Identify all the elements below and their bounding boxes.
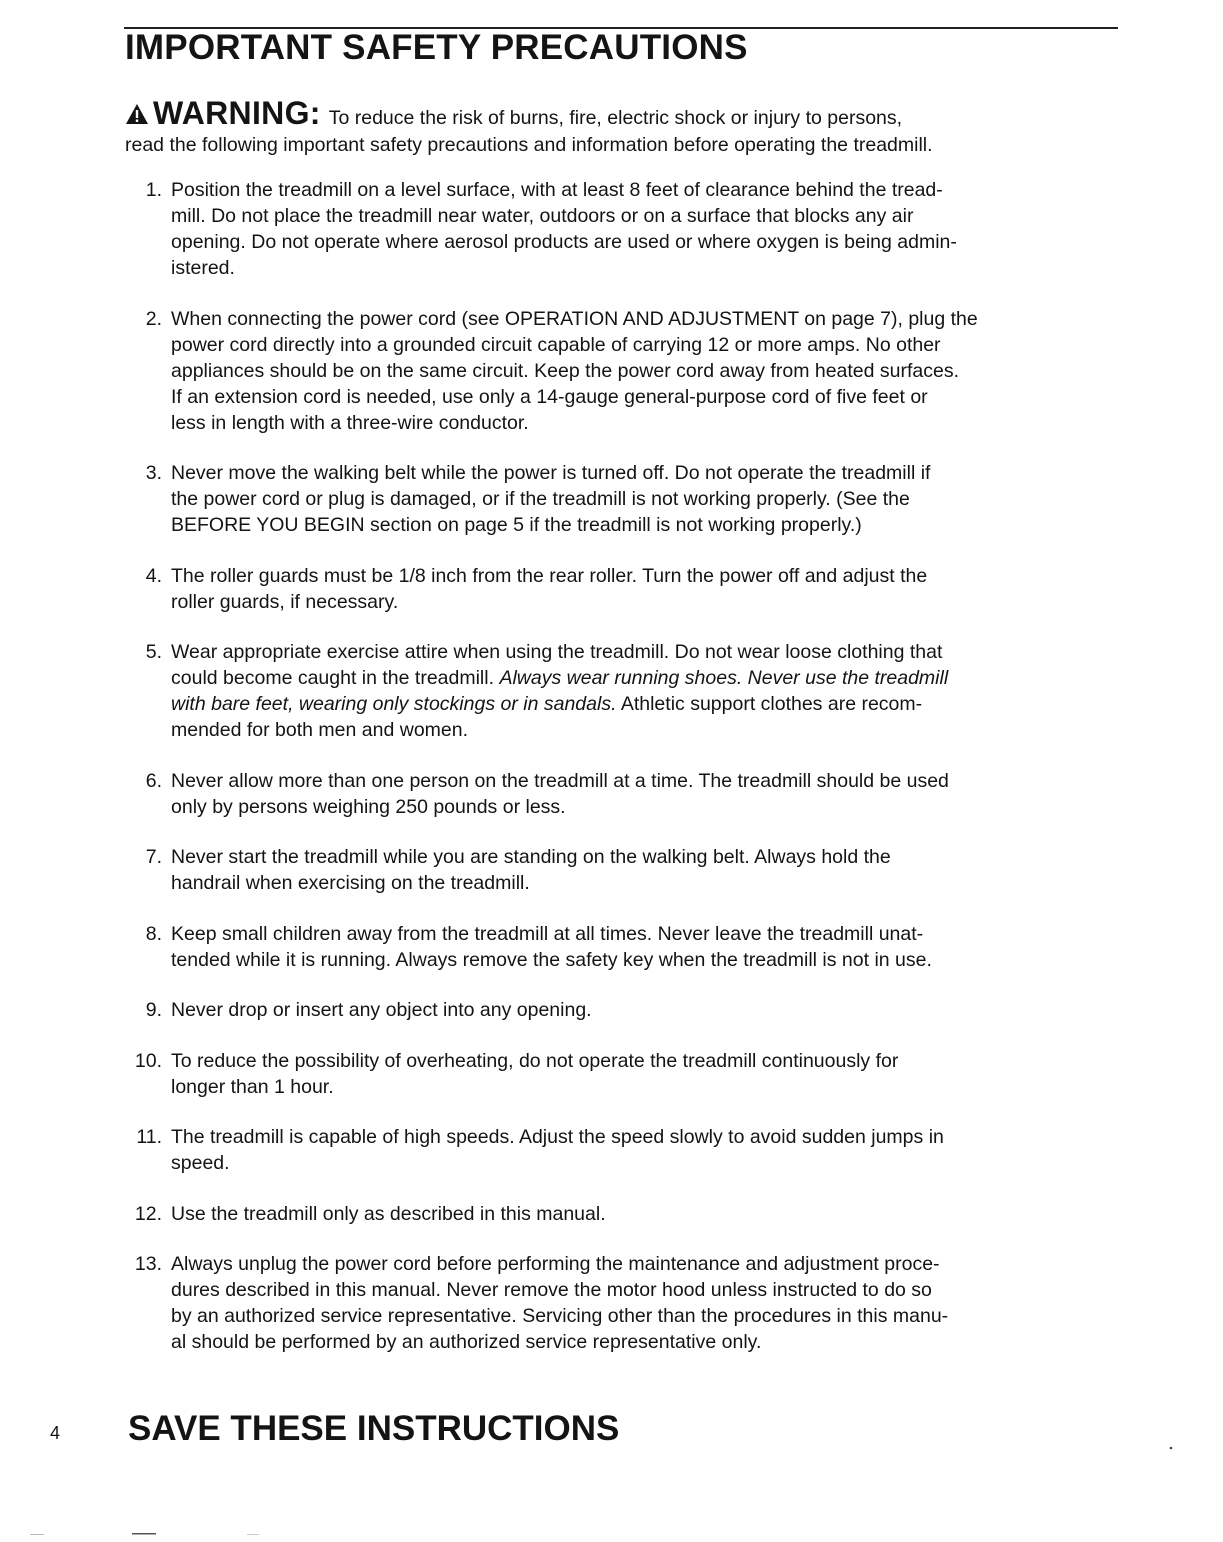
item-number: 11. [136,1126,162,1148]
item-line: Keep small children away from the treadmill at all times. Never leave the treadmill unat- [171,922,924,945]
item-line: mill. Do not place the treadmill near water, outdoors or on a surface that blocks any air [171,205,914,227]
item-line: BEFORE YOU BEGIN section on page 5 if the treadmill is not working properly.) [171,514,862,536]
page-number: 4 [50,1423,61,1443]
item-line: dures described in this manual. Never remove the motor hood unless instructed to do so [171,1279,932,1301]
warning-label: WARNING: [153,95,321,131]
item-line: mended for both men and women. [171,719,469,741]
item-line: opening. Do not operate where aerosol products are used or where oxygen is being admin- [171,231,957,253]
item-line [171,691,1123,717]
list-item [0,1251,1123,1355]
item-italic-text: with bare feet, wearing only stockings or in sandals. [171,693,617,715]
item-line: Wear appropriate exercise attire when using the treadmill. Do not wear loose clothing that [171,641,943,663]
item-line [171,665,1123,691]
item-line: When connecting the power cord (see OPERATION AND ADJUSTMENT on page 7), plug the [171,307,978,330]
list-item [0,460,1123,538]
precautions-list [0,177,1223,1380]
item-line: speed. [171,1152,230,1174]
item-line: The roller guards must be 1/8 inch from the rear roller. Turn the power off and adjust the [171,564,928,587]
item-line: appliances should be on the same circuit. Keep the power cord away from heated surfaces. [171,359,960,382]
list-item [0,1124,1123,1176]
item-number: 10. [134,1049,162,1072]
list-item [0,177,1123,281]
page-title: IMPORTANT SAFETY PRECAUTIONS [125,28,748,67]
item-line: only by persons weighing 250 pounds or less. [171,795,566,818]
item-line: Always unplug the power cord before performing the maintenance and adjustment proce- [171,1253,940,1275]
list-item [0,1048,1123,1100]
item-line: roller guards, if necessary. [171,590,399,613]
item-number: 5. [145,641,162,663]
item-text: could become caught in the treadmill. [171,667,495,689]
list-item [0,997,1123,1023]
list-item [0,921,1123,973]
item-line: longer than 1 hour. [171,1075,334,1098]
warning-intro [125,95,1123,159]
list-item [0,563,1123,615]
item-number: 7. [145,846,162,868]
item-line: power cord directly into a grounded circuit capable of carrying 12 or more amps. No other [171,333,941,356]
item-text: Athletic support clothes are recom- [620,693,923,715]
warning-intro-line-1: To reduce the risk of burns, fire, electric shock or injury to persons, [328,107,903,129]
item-line: Use the treadmill only as described in this manual. [171,1202,606,1225]
item-line: If an extension cord is needed, use only a 14-gauge general-purpose cord of five feet or [171,385,928,408]
list-item [0,639,1123,743]
item-number: 6. [145,769,162,792]
item-line: istered. [171,257,235,279]
item-line: To reduce the possibility of overheating, do not operate the treadmill continuously for [171,1049,899,1072]
warning-intro-line-2: read the following important safety precautions and information before operating the treadmill. [125,134,933,156]
item-line: the power cord or plug is damaged, or if the treadmill is not working properly. (See the [171,488,910,510]
item-number: 4. [145,564,162,587]
item-line: Position the treadmill on a level surface, with at least 8 feet of clearance behind the tread- [171,179,943,201]
item-number: 2. [145,307,162,330]
item-line: The treadmill is capable of high speeds. Adjust the speed slowly to avoid sudden jumps in [171,1126,944,1148]
item-number: 9. [145,999,162,1021]
item-line: Never start the treadmill while you are standing on the walking belt. Always hold the [171,846,891,868]
item-line: tended while it is running. Always remove the safety key when the treadmill is not in use. [171,948,932,971]
list-item [0,306,1123,436]
item-line: less in length with a three-wire conductor. [171,411,529,434]
list-item [0,844,1123,896]
footer-heading: SAVE THESE INSTRUCTIONS [128,1409,620,1448]
item-line: Never move the walking belt while the power is turned off. Do not operate the treadmill if [171,462,931,484]
item-line: Never drop or insert any object into any opening. [171,999,592,1021]
item-number: 3. [145,462,162,484]
item-line: by an authorized service representative. Servicing other than the procedures in this manu- [171,1305,949,1327]
item-number: 1. [145,179,162,201]
item-number: 13. [134,1253,162,1275]
item-line: handrail when exercising on the treadmill. [171,872,530,894]
item-line: al should be performed by an authorized service representative only. [171,1331,762,1353]
item-number: 8. [145,922,162,945]
item-number: 12. [134,1202,162,1225]
list-item [0,1201,1123,1227]
item-italic-text: Always wear running shoes. Never use the treadmill [499,667,949,689]
item-line: Never allow more than one person on the treadmill at a time. The treadmill should be used [171,769,949,792]
warning-triangle-icon [125,103,149,125]
list-item [0,768,1123,820]
